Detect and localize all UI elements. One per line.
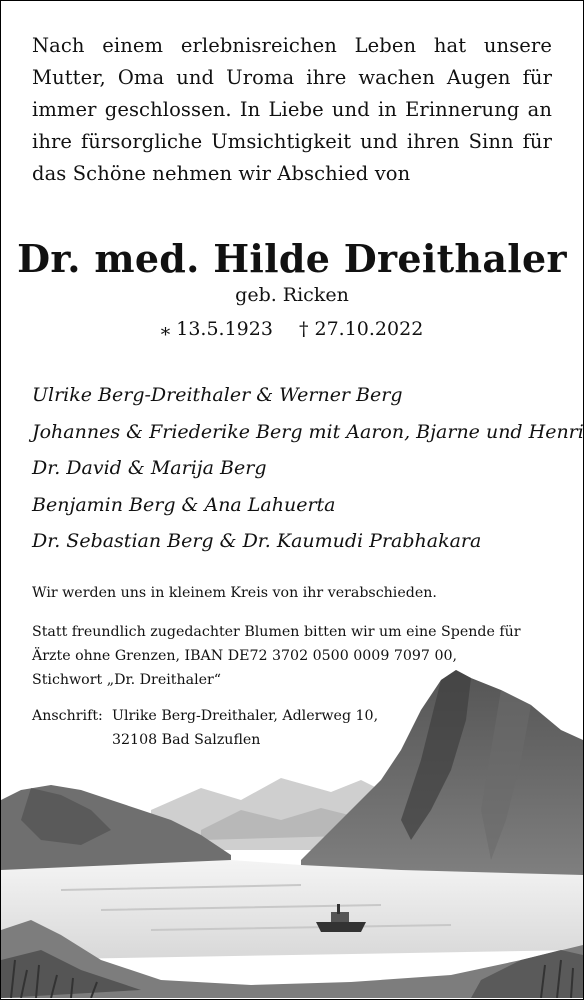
address-block — [32, 704, 552, 752]
birth-name: geb. Ricken — [235, 284, 349, 306]
family-line: Dr. Sebastian Berg & Dr. Kaumudi Prabhakara — [32, 530, 482, 552]
donation-line: Statt freundlich zugedachter Blumen bitten wir um eine Spende für — [32, 624, 521, 640]
family-line: Johannes & Friederike Berg mit Aaron, Bjarne und Henri — [32, 420, 584, 443]
birth-date: ⁎ 13.5.1923 — [160, 318, 273, 340]
life-dates — [0, 318, 584, 340]
address-line: 32108 Bad Salzuflen — [112, 732, 261, 748]
address-label: Anschrift: — [32, 708, 103, 724]
family-line: Ulrike Berg-Dreithaler & Werner Berg — [32, 384, 403, 406]
intro-text: Nach einem erlebnisreichen Leben hat unsere Mutter, Oma und Uroma ihre wachen Augen für immer geschlossen. In Liebe und in Erinnerung an ihre fürsorgliche Umsichtigkeit und ihren Sinn für das Schöne nehmen wir Abschied von — [32, 34, 552, 185]
family-line: Benjamin Berg & Ana Lahuerta — [32, 493, 336, 516]
family-list — [32, 377, 584, 560]
donation-line: Ärzte ohne Grenzen, IBAN DE72 3702 0500 0009 7097 00, — [32, 648, 458, 664]
donation-line: Stichwort „Dr. Dreithaler“ — [32, 672, 222, 688]
family-line: Dr. David & Marija Berg — [32, 457, 267, 479]
deceased-name: Dr. med. Hilde Dreithaler — [17, 236, 567, 281]
death-date: † 27.10.2022 — [298, 318, 424, 340]
farewell-note: Wir werden uns in kleinem Kreis von ihr verabschieden. — [32, 585, 437, 601]
donation-note — [32, 620, 552, 692]
address-line: Ulrike Berg-Dreithaler, Adlerweg 10, — [112, 708, 379, 724]
